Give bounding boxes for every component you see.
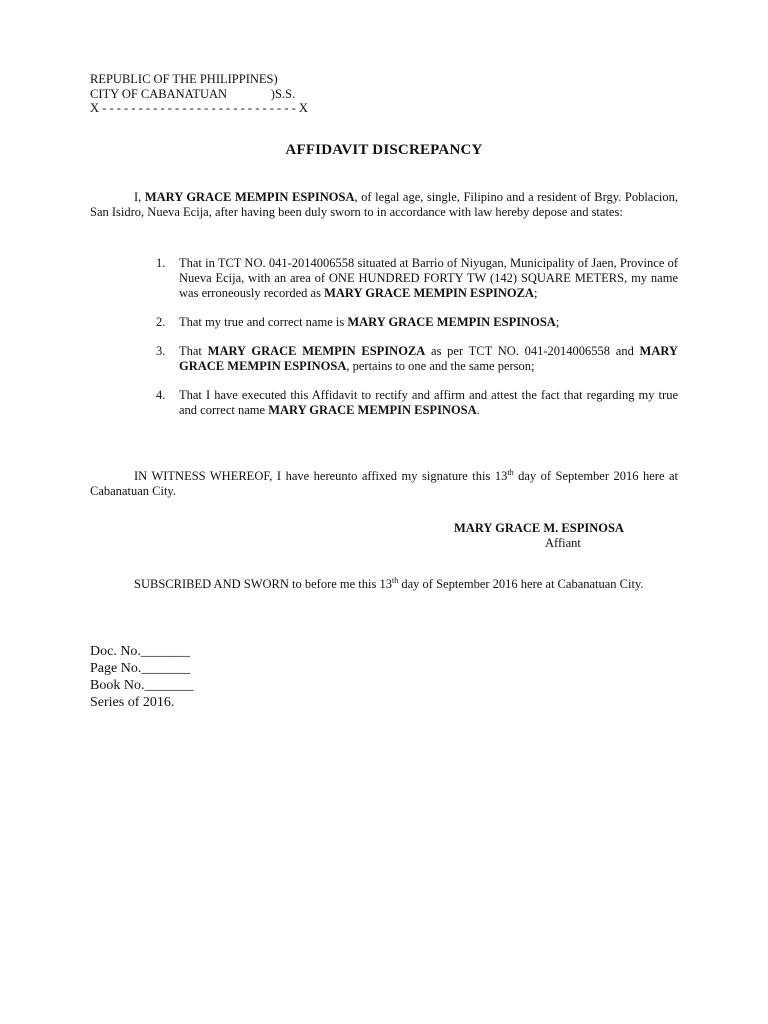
venue-caption: [90, 72, 308, 116]
jurat-paragraph: [90, 577, 678, 592]
item-text: That I have executed this Affidavit to rectify and affirm and attest the fact that regarding my true and correct name: [179, 388, 678, 417]
witness-text: IN WITNESS WHEREOF, I have hereunto affixed my signature this 13: [134, 469, 508, 483]
intro-text-post: , of legal age, single, Filipino and a resident of Brgy. Poblacion, San Isidro, Nueva Ecija, after having been duly sworn to in accordance with law hereby depose and states:: [90, 190, 678, 219]
jurat-text: SUBSCRIBED AND SWORN to before me this 13: [134, 577, 392, 591]
list-item: [156, 315, 678, 330]
signatory-role: Affiant: [545, 536, 581, 550]
statement-list: [156, 256, 678, 432]
list-item: [156, 344, 678, 374]
document-title: AFFIDAVIT DISCREPANCY: [285, 142, 483, 158]
series-year: Series of 2016.: [90, 695, 175, 710]
item-number: 2.: [156, 315, 166, 329]
item-bold-name: MARY GRACE MEMPIN ESPINOZA: [207, 344, 426, 358]
item-bold-name: MARY GRACE MEMPIN ESPINOZA: [324, 286, 534, 300]
witness-paragraph: [90, 469, 678, 499]
item-bold-name: MARY GRACE MEMPIN ESPINOSA: [347, 315, 556, 329]
item-text: That my true and correct name is: [179, 315, 348, 329]
caption-republic: REPUBLIC OF THE PHILIPPINES): [90, 72, 278, 86]
jurat-ordinal: th: [392, 575, 399, 585]
item-text-end: , pertains to one and the same person;: [346, 359, 535, 373]
item-number: 4.: [156, 388, 166, 402]
item-number: 3.: [156, 344, 166, 358]
item-text: That in TCT NO. 041-2014006558 situated at Barrio of Niyugan, Municipality of Jaen, Province of Nueva Ecija, with an area of ONE HUNDRED FORTY TW (142) SQUARE METERS, my name was erroneously recorded as: [179, 256, 678, 300]
item-text-end: ;: [555, 315, 560, 329]
item-text-end: ;: [533, 286, 538, 300]
item-text: That: [179, 344, 208, 358]
caption-divider: X - - - - - - - - - - - - - - - - - - - - - - - - - - - X: [90, 101, 308, 115]
jurat-text-end: day of September 2016 here at Cabanatuan City.: [398, 577, 644, 591]
list-item: [156, 388, 678, 418]
item-text-end: .: [476, 403, 480, 417]
page-number: Page No._______: [90, 661, 191, 676]
doc-number: Doc. No._______: [90, 644, 190, 659]
signatory-name: MARY GRACE M. ESPINOSA: [454, 521, 624, 535]
intro-paragraph: [90, 190, 678, 220]
witness-ordinal: th: [507, 467, 514, 477]
item-text-middle: as per TCT NO. 041-2014006558 and: [425, 344, 640, 358]
item-bold-name-2: MARY GRACE MEMPIN ESPINOSA: [179, 344, 678, 373]
affiant-name: MARY GRACE MEMPIN ESPINOSA: [144, 190, 355, 204]
intro-text-pre: I,: [134, 190, 145, 204]
witness-text-end: day of September 2016 here at Cabanatuan City.: [90, 469, 679, 498]
book-number: Book No._______: [90, 678, 194, 693]
list-item: [156, 256, 678, 301]
item-number: 1.: [156, 256, 166, 270]
caption-city: CITY OF CABANATUAN )S.S.: [90, 86, 296, 101]
notarial-register: [90, 643, 193, 711]
item-bold-name: MARY GRACE MEMPIN ESPINOSA: [268, 403, 477, 417]
